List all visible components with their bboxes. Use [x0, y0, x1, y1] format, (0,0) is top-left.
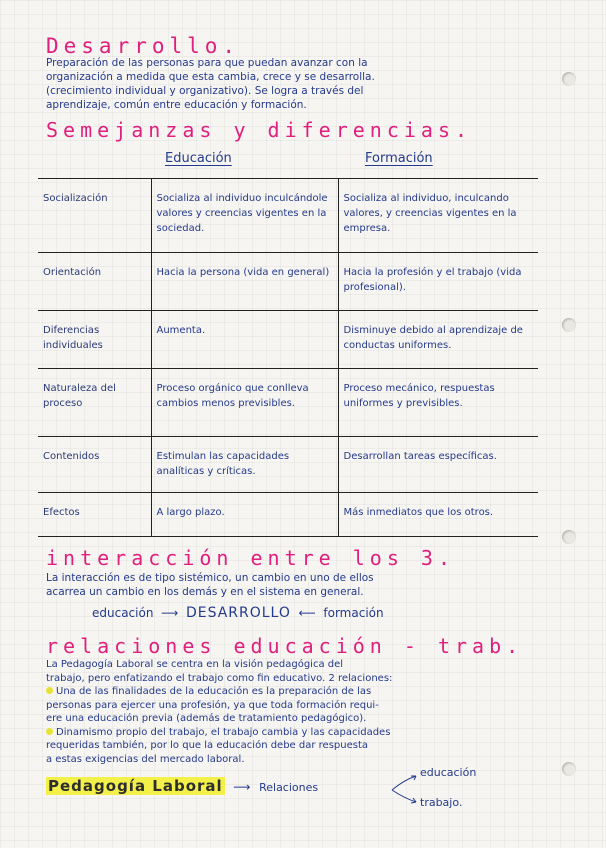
punch-hole [562, 762, 576, 776]
table-row [38, 179, 538, 253]
educacion-cell: A largo plazo. [151, 493, 338, 537]
interaccion-title: interacción entre los 3. [46, 546, 455, 570]
paragraph-line: aprendizaje, común entre educación y formación. [46, 99, 307, 111]
relaciones-label: Relaciones [259, 781, 319, 794]
interaccion-paragraph [46, 571, 526, 599]
flow-educacion: educación [92, 606, 154, 620]
left-arrow-icon: ⟵ [294, 606, 320, 620]
bullet-icon [46, 687, 53, 694]
column-header-educacion: Educación [165, 151, 232, 166]
paragraph-line: trabajo, pero enfatizando el trabajo como fin educativo. 2 relaciones: [46, 672, 393, 684]
desarrollo-title: Desarrollo. [46, 34, 241, 58]
aspect-cell: Diferencias individuales [38, 311, 151, 369]
formacion-cell: Más inmediatos que los otros. [338, 493, 538, 537]
paragraph-line: Preparación de las personas para que puedan avanzar con la [46, 57, 368, 69]
paragraph-line: La interacción es de tipo sistémico, un cambio en uno de ellos [46, 572, 374, 584]
relaciones-paragraph [46, 658, 526, 766]
pedagogia-laboral-row [46, 777, 318, 795]
punch-hole [562, 72, 576, 86]
bullet-text: Dinamismo propio del trabajo, el trabajo cambia y las capacidades [56, 726, 391, 738]
aspect-cell: Contenidos [38, 437, 151, 493]
aspect-cell: Orientación [38, 253, 151, 311]
table-row [38, 493, 538, 537]
branch-educacion: educación [420, 766, 477, 779]
paragraph-line: (crecimiento individual y organizativo). Se logra a través del [46, 85, 364, 97]
bullet-icon [46, 728, 53, 735]
formacion-cell: Desarrollan tareas específicas. [338, 437, 538, 493]
branch-trabajo: trabajo. [420, 796, 463, 809]
bullet-line: a estas exigencias del mercado laboral. [46, 753, 245, 765]
paragraph-line: La Pedagogía Laboral se centra en la visión pedagógica del [46, 659, 344, 670]
bullet-line: personas para ejercer una profesión, ya que toda formación requi- [46, 699, 379, 711]
table-row [38, 253, 538, 311]
right-arrow-icon: ⟶ [157, 606, 183, 620]
semejanzas-title: Semejanzas y diferencias. [46, 118, 473, 142]
bullet-line [46, 685, 526, 699]
table-row [38, 369, 538, 437]
column-header-formacion: Formación [365, 151, 433, 166]
educacion-cell: Aumenta. [151, 311, 338, 369]
bullet-text: Una de las finalidades de la educación es la preparación de las [56, 686, 372, 697]
desarrollo-paragraph [46, 56, 526, 112]
table-row [38, 437, 538, 493]
flow-formacion: formación [323, 606, 384, 620]
formacion-cell: Proceso mecánico, respuestas uniformes y previsibles. [338, 369, 538, 437]
aspect-cell: Efectos [38, 493, 151, 537]
educacion-cell: Estimulan las capacidades analíticas y críticas. [151, 437, 338, 493]
formacion-cell: Disminuye debido al aprendizaje de conductas uniformes. [338, 311, 538, 369]
bullet-line [46, 726, 526, 740]
table-row [38, 311, 538, 369]
formacion-cell: Socializa al individuo, inculcando valores, y creencias vigentes en la empresa. [338, 179, 538, 253]
pedagogia-laboral-label: Pedagogía Laboral [48, 777, 223, 795]
paragraph-line: organización a medida que esta cambia, crece y se desarrolla. [46, 71, 375, 83]
aspect-cell: Naturaleza del proceso [38, 369, 151, 437]
relaciones-title: relaciones educación - trab. [46, 634, 524, 658]
bullet-line: requeridas también, por lo que la educación debe dar respuesta [46, 740, 369, 751]
punch-hole [562, 318, 576, 332]
educacion-cell: Hacia la persona (vida en general) [151, 253, 338, 311]
paragraph-line: acarrea un cambio en los demás y en el sistema en general. [46, 586, 364, 598]
comparison-table [38, 178, 538, 537]
aspect-cell: Socialización [38, 179, 151, 253]
educacion-cell: Socializa al individuo inculcándole valores y creencias vigentes en la sociedad. [151, 179, 338, 253]
educacion-cell: Proceso orgánico que conlleva cambios menos previsibles. [151, 369, 338, 437]
punch-hole [562, 530, 576, 544]
bullet-line: ere una educación previa (además de tratamiento pedagógico). [46, 713, 367, 724]
interaction-flow [92, 605, 384, 621]
flow-desarrollo: DESARROLLO [185, 605, 291, 621]
formacion-cell: Hacia la profesión y el trabajo (vida profesional). [338, 253, 538, 311]
right-arrow-icon: ⟶ [229, 780, 255, 794]
